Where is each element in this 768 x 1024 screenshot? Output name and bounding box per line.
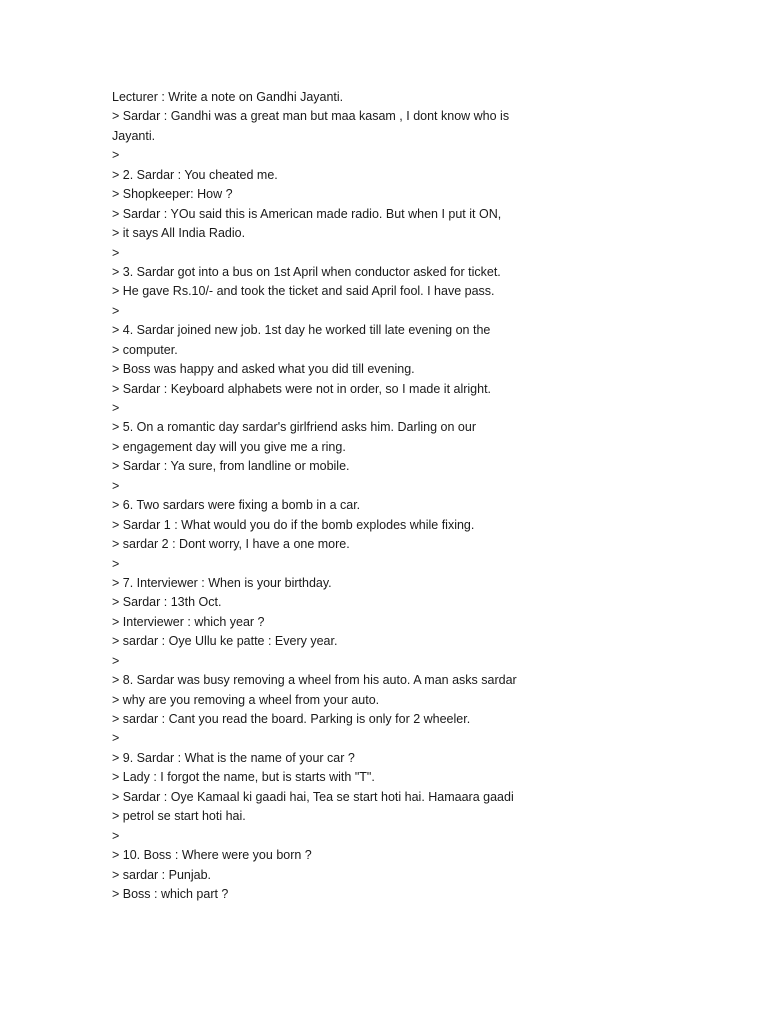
- text-line: > Sardar : Keyboard alphabets were not in order, so I made it alright.: [112, 381, 492, 396]
- text-line: > sardar : Punjab.: [112, 867, 212, 882]
- text-line: Jayanti.: [112, 128, 156, 143]
- text-line: > petrol se start hoti hai.: [112, 809, 246, 824]
- text-line: > Interviewer : which year ?: [112, 614, 265, 629]
- text-line: > Sardar : 13th Oct.: [112, 595, 222, 610]
- text-line: > why are you removing a wheel from your auto.: [112, 692, 380, 707]
- text-line: >: [112, 478, 120, 493]
- text-line: > it says All India Radio.: [112, 226, 246, 241]
- text-line: > Sardar : Oye Kamaal ki gaadi hai, Tea se start hoti hai. Hamaara gaadi: [112, 789, 514, 804]
- text-line: Lecturer : Write a note on Gandhi Jayanti.: [112, 90, 344, 104]
- text-line: > 2. Sardar : You cheated me.: [112, 167, 278, 182]
- text-line: > 5. On a romantic day sardar's girlfriend asks him. Darling on our: [112, 420, 477, 435]
- text-line: > 8. Sardar was busy removing a wheel from his auto. A man asks sardar: [112, 673, 517, 688]
- text-line: > 6. Two sardars were fixing a bomb in a car.: [112, 498, 361, 513]
- text-line: > 3. Sardar got into a bus on 1st April when conductor asked for ticket.: [112, 264, 501, 279]
- document-text-block: [112, 88, 712, 904]
- text-line: > Sardar : YOu said this is American made radio. But when I put it ON,: [112, 206, 502, 221]
- text-line: >: [112, 731, 120, 746]
- text-line: >: [112, 556, 120, 571]
- text-line: > Shopkeeper: How ?: [112, 187, 233, 202]
- text-line: > sardar 2 : Dont worry, I have a one more.: [112, 537, 350, 552]
- text-line: > computer.: [112, 342, 178, 357]
- text-line: > Boss : which part ?: [112, 886, 229, 901]
- text-line: > Sardar 1 : What would you do if the bomb explodes while fixing.: [112, 517, 475, 532]
- text-line: >: [112, 303, 120, 318]
- text-line: > 7. Interviewer : When is your birthday.: [112, 575, 332, 590]
- text-line: >: [112, 148, 120, 163]
- text-line: > 9. Sardar : What is the name of your car ?: [112, 750, 355, 765]
- text-line: > Lady : I forgot the name, but is starts with "T".: [112, 770, 375, 785]
- text-line: > Boss was happy and asked what you did till evening.: [112, 362, 415, 377]
- text-line: >: [112, 401, 120, 415]
- text-line: >: [112, 245, 120, 260]
- text-line: > He gave Rs.10/- and took the ticket and said April fool. I have pass.: [112, 284, 495, 299]
- text-line: > Sardar : Ya sure, from landline or mobile.: [112, 459, 350, 474]
- text-line: > sardar : Oye Ullu ke patte : Every year.: [112, 634, 338, 649]
- text-line: > Sardar : Gandhi was a great man but maa kasam , I dont know who is: [112, 109, 510, 124]
- text-line: >: [112, 653, 120, 668]
- text-line: >: [112, 828, 120, 843]
- text-line: > 10. Boss : Where were you born ?: [112, 848, 312, 863]
- text-line: > engagement day will you give me a ring.: [112, 439, 346, 454]
- text-line: > 4. Sardar joined new job. 1st day he worked till late evening on the: [112, 323, 491, 338]
- text-line: > sardar : Cant you read the board. Parking is only for 2 wheeler.: [112, 712, 471, 726]
